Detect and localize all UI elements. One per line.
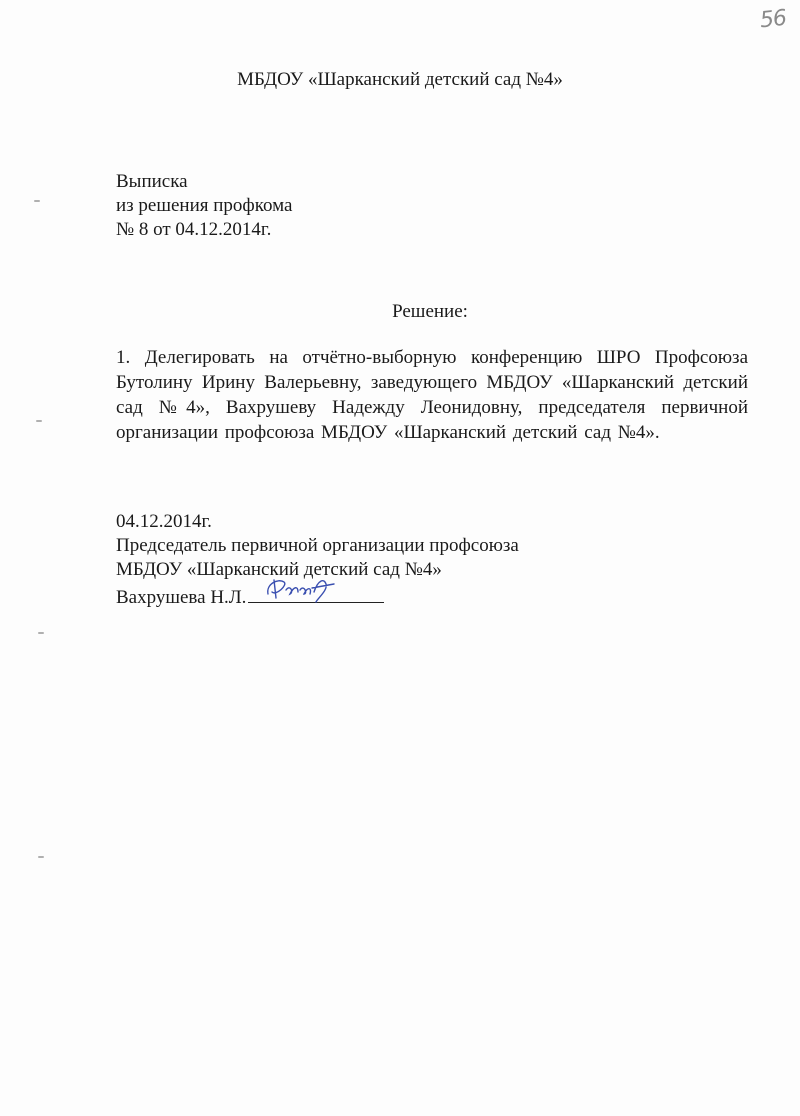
scan-mark: [38, 856, 44, 858]
decision-text: 1. Делегировать на отчётно-выборную конференцию ШРО Профсоюза Бутолину Ирину Валерьевну, заведующего МБДОУ «Шарканский детский сад №4», Вахрушеву Надежду Леонидовну, председателя первичной организации профсоюза МБДОУ «Шарканский детский сад №4».: [116, 347, 748, 443]
footer-date: 04.12.2014г.: [116, 511, 212, 532]
signature-line: [248, 582, 384, 603]
document-header: МБДОУ «Шарканский детский сад №4»: [237, 69, 563, 90]
page-number: 56: [758, 5, 788, 34]
footer-organization: МБДОУ «Шарканский детский сад №4»: [116, 559, 442, 580]
signature-block: [116, 510, 616, 606]
extract-subtitle: из решения профкома: [116, 195, 293, 216]
scan-mark: [38, 632, 44, 634]
footer-position: Председатель первичной организации профсоюза: [116, 535, 519, 556]
scan-mark: [34, 200, 40, 202]
scan-mark: [36, 420, 42, 422]
footer-signer-row: [116, 582, 616, 606]
extract-number-date: № 8 от 04.12.2014г.: [116, 219, 272, 240]
signature-image: [264, 572, 344, 604]
decision-title: Решение:: [392, 301, 468, 322]
extract-block: [116, 170, 516, 242]
extract-title: Выписка: [116, 171, 188, 192]
footer-signer: Вахрушева Н.Л.: [116, 587, 247, 608]
